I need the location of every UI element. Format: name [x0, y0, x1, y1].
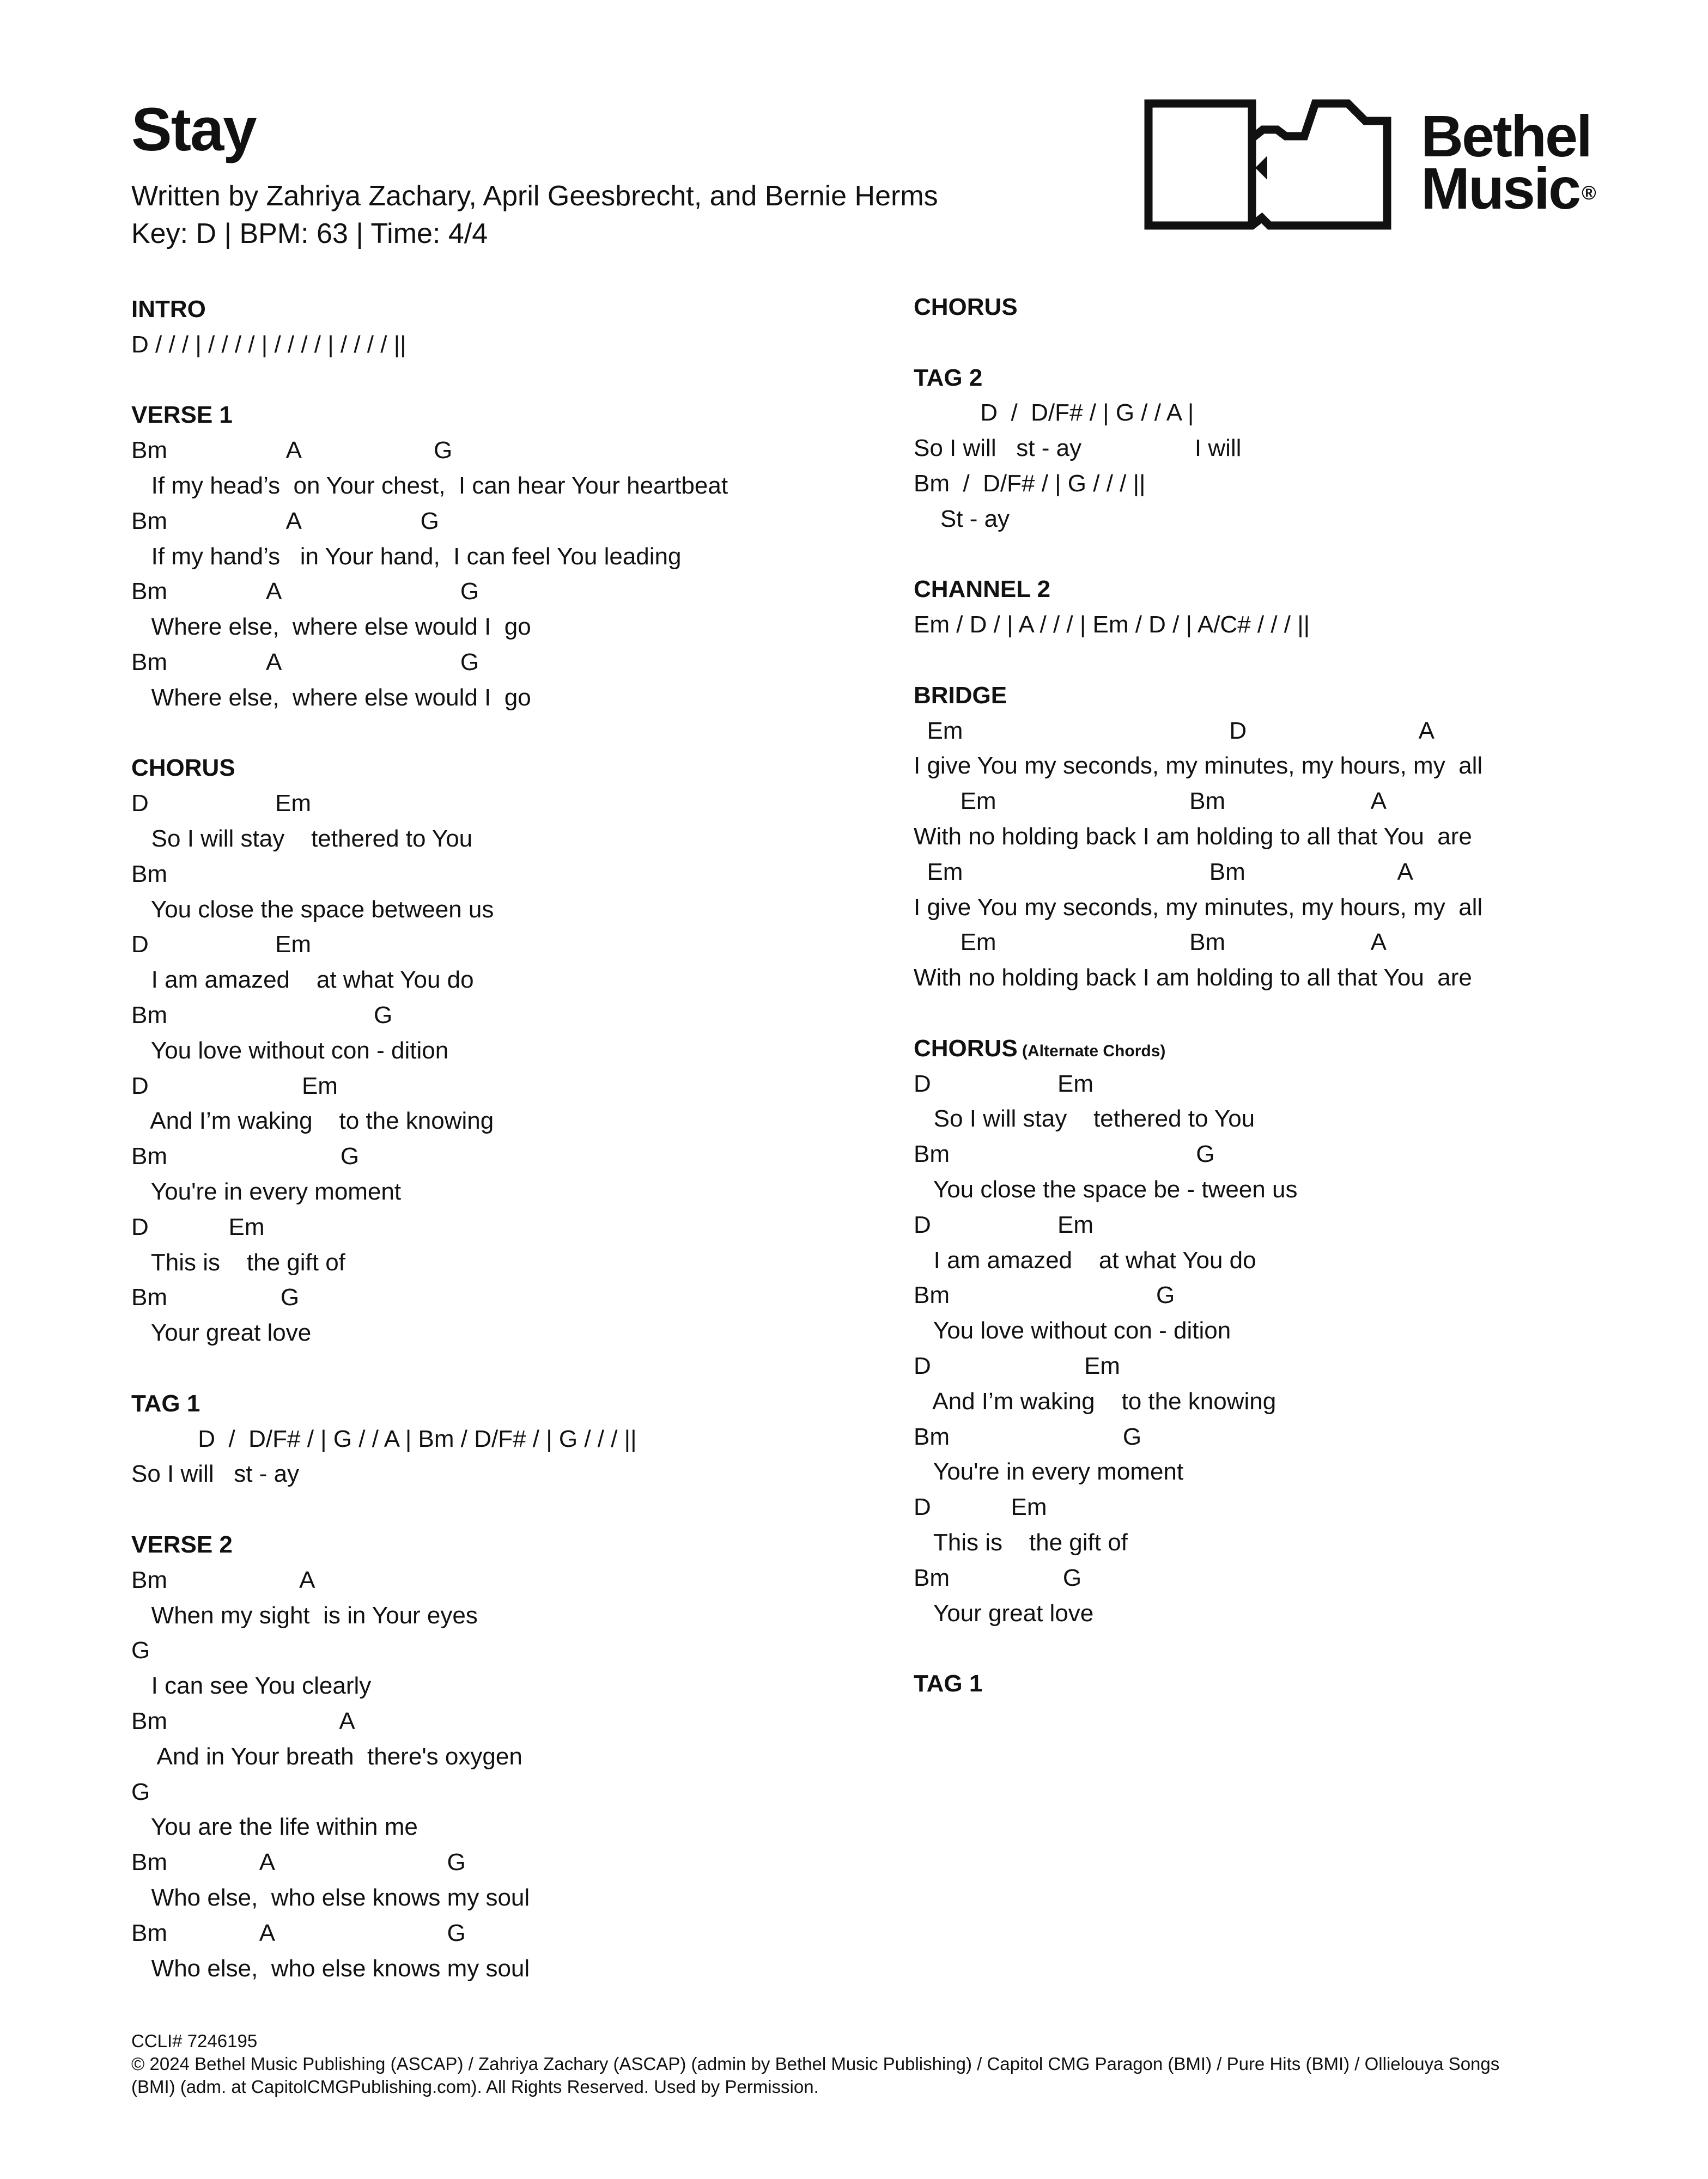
lyric-line: [131, 474, 728, 498]
line-text: Bm G: [131, 1284, 300, 1311]
line-text: D Em: [131, 1072, 338, 1099]
section-header: [914, 1672, 982, 1696]
line-text: Where else, where else would I go: [131, 613, 531, 641]
line-text: Bm: [131, 860, 167, 887]
line-text: D / / / | / / / / | / / / / | / / / / ||: [131, 331, 406, 358]
song-key-info: Key: D | BPM: 63 | Time: 4/4: [131, 218, 488, 249]
line-text: TAG 1: [131, 1390, 200, 1417]
song-writers: Written by Zahriya Zachary, April Geesbrecht, and Bernie Herms: [131, 180, 938, 212]
lyric-line: [914, 825, 1472, 849]
section-header: [914, 681, 1007, 709]
line-text: VERSE 1: [131, 401, 233, 429]
chord-line: [131, 1921, 466, 1945]
chord-line: [914, 1425, 1141, 1449]
line-text: TAG 1: [914, 1670, 983, 1697]
line-text: I am amazed at what You do: [914, 1246, 1256, 1274]
line-text: Your great love: [914, 1599, 1094, 1627]
line-text: You close the space between us: [131, 896, 494, 923]
line-text: This is the gift of: [914, 1529, 1128, 1556]
line-text: You're in every moment: [914, 1458, 1184, 1486]
line-text: Em Bm A: [914, 929, 1387, 956]
line-text: Your great love: [131, 1319, 312, 1347]
line-text: Em Bm A: [914, 788, 1387, 815]
chord-line: [914, 1566, 1081, 1590]
chord-line: [131, 1074, 338, 1098]
line-text: This is the gift of: [131, 1249, 345, 1276]
lyric-line: [131, 1957, 530, 1981]
line-text: Where else, where else would I go: [131, 684, 531, 711]
line-text: So I will stay tethered to You: [131, 825, 473, 852]
line-text: BRIDGE: [914, 681, 1007, 709]
section-header: [131, 1533, 233, 1557]
line-text: So I will st - ay: [131, 1460, 300, 1488]
line-text: TAG 2: [914, 364, 983, 391]
line-text: Bm A: [131, 1708, 355, 1734]
lyric-line: [131, 1462, 299, 1486]
line-text: You are the life within me: [131, 1813, 418, 1841]
line-text: So I will st - ay I will: [914, 435, 1242, 462]
footer: [131, 2030, 1646, 2098]
line-text: With no holding back I am holding to all that You are: [914, 964, 1472, 991]
line-text: When my sight is in Your eyes: [131, 1602, 478, 1629]
lyric-line: [914, 966, 1472, 990]
chord-line: [914, 1213, 1093, 1237]
chord-line: [131, 1215, 264, 1239]
lyric-line: [914, 1319, 1231, 1343]
line-text: So I will stay tethered to You: [914, 1105, 1255, 1133]
chord-line: [131, 439, 452, 462]
lyric-line: [914, 1107, 1255, 1131]
chord-line: [131, 509, 439, 533]
lyric-line: [914, 1460, 1183, 1484]
line-text: Bm G: [914, 1141, 1215, 1168]
chord-line: [914, 1283, 1175, 1307]
lyric-line: [131, 615, 531, 639]
line-text: CHANNEL 2: [914, 576, 1051, 603]
chord-line: [131, 1003, 392, 1027]
bethel-music-wordmark: [1421, 103, 1595, 221]
lyric-line: [914, 1387, 1277, 1415]
copyright-line-2: (BMI) (adm. at CapitolCMGPublishing.com). All Rights Reserved. Used by Permission.: [131, 2077, 819, 2097]
lyric-line: [131, 1674, 371, 1698]
line-text: Bm G: [914, 1423, 1142, 1450]
line-text: With no holding back I am holding to all that You are: [914, 823, 1472, 850]
lyric-line: [131, 1886, 530, 1910]
lyric-line: [131, 686, 531, 710]
lyric-line: [914, 1246, 1256, 1274]
line-text: Bm A: [131, 1566, 315, 1593]
line-text: Bm G: [131, 1002, 393, 1028]
chord-line: [131, 933, 311, 957]
song-title: Stay: [131, 95, 256, 163]
line-text: You close the space be - tween us: [914, 1176, 1298, 1203]
line-text: Bm A G: [131, 507, 439, 534]
chord-line: [914, 1142, 1215, 1166]
ccli-number: CCLI# 7246195: [131, 2031, 258, 2051]
line-text: I give You my seconds, my minutes, my hours, my all: [914, 752, 1483, 780]
registered-mark: ®: [1582, 181, 1595, 204]
line-text: Bm A G: [131, 1919, 466, 1946]
line-text: I can see You clearly: [131, 1672, 372, 1700]
lyric-line: [131, 1745, 522, 1769]
lyric-line: [131, 1039, 448, 1063]
section-header: [131, 1392, 200, 1416]
section-header: [914, 295, 1018, 319]
chord-line: [131, 792, 311, 815]
chord-line: [914, 613, 1310, 637]
line-text: D Em: [914, 1353, 1120, 1379]
line-text: D Em: [131, 931, 312, 958]
chord-line: [914, 789, 1387, 813]
line-text: Bm A G: [131, 1849, 466, 1876]
chord-line: [914, 719, 1435, 743]
line-text: Bm A G: [131, 649, 479, 675]
section-header: [131, 756, 235, 780]
line-text: D / D/F# / | G / / A |: [914, 399, 1194, 427]
line-text: G: [131, 1778, 150, 1805]
line-text: G: [131, 1637, 150, 1664]
line-text: Who else, who else knows my soul: [131, 1955, 530, 1982]
section-header: [914, 1034, 1166, 1062]
bethel-logo-icon: [1143, 97, 1394, 231]
chord-line: [914, 472, 1145, 496]
lyric-line: [914, 436, 1241, 460]
line-text: Bm A G: [131, 578, 479, 605]
line-text: Em Bm A: [914, 858, 1413, 885]
line-text: Bm G: [131, 1143, 360, 1170]
lyric-line: [131, 898, 494, 922]
brand-line-2: Music ®: [1421, 155, 1595, 221]
chord-line: [131, 1709, 355, 1733]
chord-line: [131, 333, 406, 357]
chord-line: [914, 401, 1194, 425]
line-text: And I’m waking to the knowing: [914, 1387, 1277, 1415]
line-text: CHORUS: [131, 754, 235, 782]
section-header-note: (Alternate Chords): [1017, 1042, 1166, 1060]
lyric-line: [131, 968, 474, 992]
lyric-line: [131, 1251, 345, 1275]
line-text: Bm G: [914, 1564, 1082, 1591]
chord-line: [914, 930, 1387, 954]
chord-line: [131, 1286, 299, 1310]
line-text: D Em: [914, 1070, 1094, 1097]
line-text: You love without con - dition: [131, 1037, 449, 1064]
chord-line: [914, 1354, 1120, 1378]
chord-line: [914, 1495, 1047, 1519]
line-text: Em / D / | A / / / | Em / D / | A/C# / / / ||: [914, 611, 1310, 638]
line-text: St - ay: [914, 505, 1010, 532]
line-text: D Em: [131, 1213, 265, 1240]
line-text: Em D A: [914, 717, 1435, 744]
bethel-music-logo: [1143, 97, 1595, 231]
lyric-line: [131, 1604, 478, 1628]
lyric-line: [131, 545, 682, 569]
chord-line: [914, 860, 1413, 884]
line-text: I give You my seconds, my minutes, my hours, my all: [914, 893, 1483, 921]
lyric-line: [914, 1178, 1297, 1202]
brand-line-1: Bethel: [1421, 103, 1591, 169]
line-text: You love without con - dition: [914, 1317, 1231, 1344]
line-text: You're in every moment: [131, 1178, 402, 1205]
chord-line: [131, 862, 167, 886]
line-text: If my hand’s in Your hand, I can feel You leading: [131, 543, 682, 570]
line-text: I am amazed at what You do: [131, 966, 474, 994]
chord-line: [131, 580, 479, 604]
line-text: D / D/F# / | G / / A | Bm / D/F# / | G / / / ||: [131, 1425, 637, 1452]
lyric-line: [914, 1531, 1128, 1555]
lyric-line: [914, 507, 1010, 531]
line-text: Bm A G: [131, 437, 453, 464]
line-text: And in Your breath there's oxygen: [131, 1743, 522, 1770]
lyric-line: [914, 1599, 1094, 1627]
section-header: [131, 297, 206, 321]
lyric-line: [131, 1180, 401, 1204]
copyright-line-1: © 2024 Bethel Music Publishing (ASCAP) / Zahriya Zachary (ASCAP) (admin by Bethel Music Publishing) / Capitol CMG Paragon (BMI) / Pure Hits (BMI) / Ollielouya Songs: [131, 2054, 1500, 2074]
line-text: D Em: [914, 1211, 1094, 1238]
section-header: [914, 577, 1050, 601]
line-text: INTRO: [131, 296, 206, 322]
chord-line: [131, 1639, 150, 1663]
line-text: Who else, who else knows my soul: [131, 1884, 530, 1911]
chord-line: [131, 1145, 359, 1168]
lyric-line: [914, 754, 1482, 778]
line-text: CHORUS: [914, 294, 1018, 320]
line-text: And I’m waking to the knowing: [131, 1107, 494, 1135]
section-header: [914, 366, 982, 390]
line-text: D Em: [914, 1494, 1047, 1521]
chord-line: [131, 1851, 466, 1874]
chord-line: [131, 650, 479, 674]
lyric-line: [914, 893, 1483, 921]
line-text: If my head’s on Your chest, I can hear Your heartbeat: [131, 472, 728, 499]
line-text: Bm G: [914, 1282, 1175, 1309]
chord-line: [131, 1780, 150, 1804]
chord-line: [914, 1072, 1093, 1096]
lyric-line: [131, 1109, 494, 1133]
chord-line: [131, 1427, 637, 1451]
line-text: VERSE 2: [131, 1531, 233, 1558]
line-text: Bm / D/F# / | G / / / ||: [914, 470, 1146, 497]
lyric-line: [131, 1321, 311, 1345]
line-text: CHORUS: [914, 1034, 1018, 1062]
chord-line: [131, 1568, 315, 1592]
lyric-line: [131, 827, 472, 851]
line-text: D Em: [131, 790, 312, 817]
lyric-line: [131, 1815, 418, 1839]
section-header: [131, 403, 233, 427]
